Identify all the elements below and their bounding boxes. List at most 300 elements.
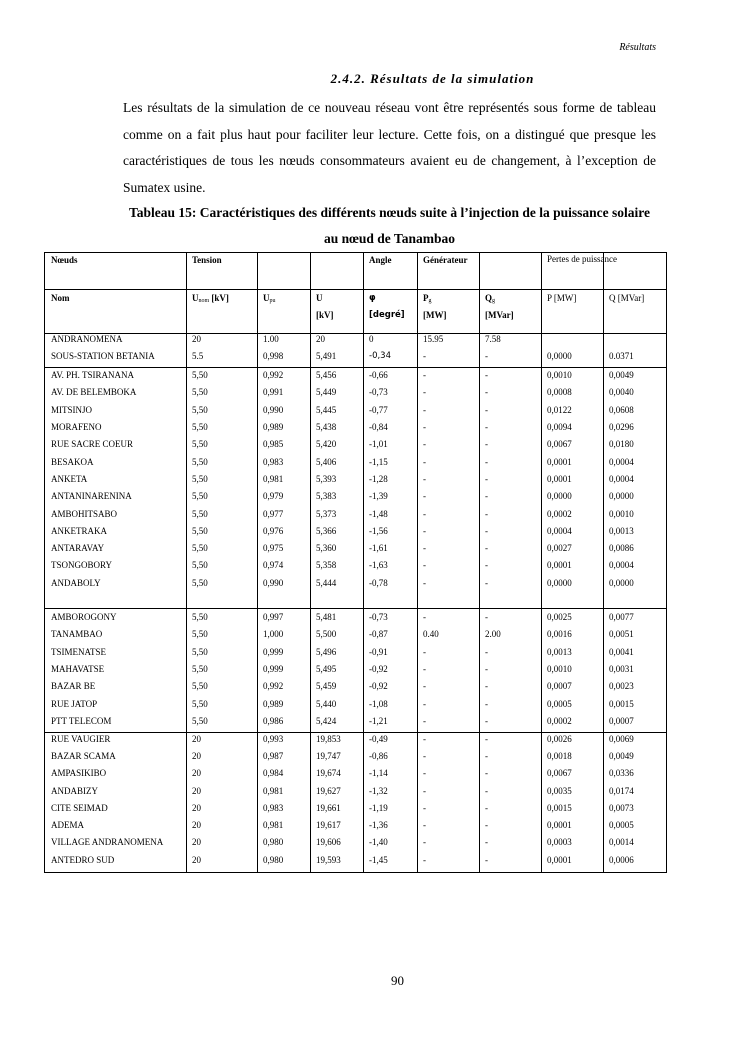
cell-u: 5,373 [316, 508, 337, 519]
cell-angle: -0,73 [369, 612, 388, 622]
cell-q: 0,0073 [609, 802, 634, 813]
cell-qg: - [485, 508, 488, 519]
cell-p: 0,0007 [547, 681, 572, 692]
cell-u: 19,593 [316, 854, 341, 865]
cell-unom: 5,50 [192, 612, 208, 622]
cell-qg: - [485, 820, 488, 831]
cell-angle: -1,56 [369, 525, 388, 536]
group-header-generateur: Générateur [423, 255, 468, 265]
cell-p: 0,0000 [547, 491, 572, 502]
cell-pg: - [423, 837, 426, 848]
cell-pg: - [423, 785, 426, 796]
cell-unom: 5,50 [192, 646, 208, 657]
cell-u: 5,440 [316, 698, 337, 709]
cell-qg: - [485, 733, 488, 744]
col-header-phi-unit: [degré] [369, 310, 405, 320]
running-header: Résultats [619, 42, 656, 53]
cell-pg: - [423, 577, 426, 588]
cell-p: 0,0010 [547, 370, 572, 381]
cell-angle: -0,84 [369, 422, 388, 432]
cell-qg: - [485, 715, 488, 726]
cell-name: MAHAVATSE [51, 663, 105, 674]
cell-upu: 0,974 [263, 560, 284, 571]
cell-unom: 5,50 [192, 663, 208, 674]
cell-unom: 5,50 [192, 525, 208, 536]
cell-name: ANTANINARENINA [51, 491, 132, 502]
cell-pg: - [423, 370, 426, 381]
cell-u: 5,438 [316, 422, 337, 432]
cell-angle: -1,21 [369, 715, 388, 726]
cell-unom: 20 [192, 334, 201, 344]
cell-angle: -0,86 [369, 750, 388, 761]
cell-upu: 0,981 [263, 785, 284, 796]
cell-p: 0,0004 [547, 525, 572, 536]
cell-u: 5,358 [316, 560, 337, 571]
cell-upu: 0,981 [263, 473, 284, 484]
cell-angle: -0,92 [369, 681, 388, 692]
cell-pg: - [423, 733, 426, 744]
cell-q: 0,0086 [609, 543, 634, 554]
cell-angle: -0,91 [369, 646, 388, 657]
cell-name: ANKETRAKA [51, 525, 107, 536]
cell-upu: 0,992 [263, 681, 284, 692]
cell-unom: 5,50 [192, 404, 208, 415]
col-header-upu [263, 293, 276, 304]
cell-upu: 1.00 [263, 334, 279, 344]
cell-upu: 0,980 [263, 854, 284, 865]
cell-qg: 7.58 [485, 334, 501, 344]
group-header-pertes: Pertes de puissance [547, 254, 617, 264]
cell-unom: 5,50 [192, 370, 208, 381]
cell-qg: - [485, 854, 488, 865]
cell-angle: -1,14 [369, 768, 388, 779]
col-header-phi: φ [369, 293, 376, 303]
col-header-pg-unit: [MW] [423, 310, 447, 320]
cell-u: 5,360 [316, 543, 337, 554]
cell-q: 0,0077 [609, 612, 634, 622]
col-divider [603, 253, 604, 872]
cell-u: 5,459 [316, 681, 337, 692]
col-header-qg-unit: [MVar] [485, 310, 514, 320]
cell-angle: -0,66 [369, 370, 388, 381]
cell-name: PTT TELECOM [51, 715, 112, 726]
cell-p: 0,0001 [547, 820, 572, 831]
cell-upu: 0,993 [263, 733, 284, 744]
cell-unom: 5,50 [192, 422, 208, 432]
cell-upu: 0,997 [263, 612, 284, 622]
cell-angle: -0,34 [369, 351, 391, 362]
cell-unom: 5,50 [192, 681, 208, 692]
cell-qg: - [485, 698, 488, 709]
cell-angle: -0,78 [369, 577, 388, 588]
cell-q: 0,0014 [609, 837, 634, 848]
cell-u: 5,500 [316, 629, 337, 640]
cell-q: 0,0004 [609, 456, 634, 467]
intro-paragraph: Les résultats de la simulation de ce nouveau réseau vont être représentés sous forme de tableau comme on a fait plus haut pour faciliter leur lecture. Cette fois, on a distingué que presque les caractéristiques de tous les nœuds consommateurs avaient eu de changement, à l’exception de Sumatex usine. [123, 100, 656, 195]
cell-pg: - [423, 508, 426, 519]
cell-qg: - [485, 351, 488, 362]
unom-symbol: U [192, 293, 199, 303]
cell-q: 0,0004 [609, 560, 634, 571]
cell-angle: -1,15 [369, 456, 388, 467]
upu-symbol: U [263, 293, 270, 303]
cell-unom: 5,50 [192, 491, 208, 502]
row-divider [45, 608, 666, 609]
cell-p: 0,0035 [547, 785, 572, 796]
cell-u: 5,383 [316, 491, 337, 502]
col-divider [257, 253, 258, 872]
cell-qg: - [485, 663, 488, 674]
cell-q: 0,0010 [609, 508, 634, 519]
cell-p: 0,0122 [547, 404, 572, 415]
cell-p: 0,0008 [547, 387, 572, 398]
col-header-u-unit: [kV] [316, 310, 334, 320]
cell-angle: 0 [369, 334, 374, 344]
cell-pg: - [423, 681, 426, 692]
cell-angle: -1,36 [369, 820, 388, 831]
cell-u: 5,496 [316, 646, 337, 657]
cell-pg: - [423, 491, 426, 502]
cell-pg: - [423, 560, 426, 571]
cell-pg: - [423, 473, 426, 484]
cell-u: 5,449 [316, 387, 337, 398]
cell-qg: - [485, 646, 488, 657]
group-header-noeuds: Nœuds [51, 255, 78, 265]
row-divider [45, 732, 666, 733]
cell-unom: 5,50 [192, 456, 208, 467]
cell-q: 0,0051 [609, 629, 634, 640]
cell-pg: - [423, 646, 426, 657]
cell-name: MORAFENO [51, 422, 102, 432]
cell-angle: -1,45 [369, 854, 388, 865]
cell-p: 0,0094 [547, 422, 572, 432]
cell-p: 0,0067 [547, 768, 572, 779]
col-header-u: U [316, 293, 323, 303]
cell-u: 5,406 [316, 456, 337, 467]
cell-angle: -0,49 [369, 733, 388, 744]
section-title: 2.4.2. Résultats de la simulation [330, 71, 535, 86]
cell-pg: - [423, 820, 426, 831]
cell-name: SOUS-STATION BETANIA [51, 351, 155, 362]
cell-qg: - [485, 473, 488, 484]
cell-upu: 0,999 [263, 646, 284, 657]
cell-u: 5,420 [316, 439, 337, 450]
cell-qg: - [485, 681, 488, 692]
cell-qg: 2.00 [485, 629, 501, 640]
cell-name: AMPASIKIBO [51, 768, 107, 779]
cell-p: 0,0015 [547, 802, 572, 813]
cell-u: 19,606 [316, 837, 341, 848]
cell-upu: 0,992 [263, 370, 284, 381]
cell-q: 0,0296 [609, 422, 634, 432]
cell-upu: 0,990 [263, 577, 284, 588]
cell-pg: - [423, 612, 426, 622]
cell-angle: -1,28 [369, 473, 388, 484]
cell-unom: 5.5 [192, 351, 204, 362]
cell-angle: -1,40 [369, 837, 388, 848]
cell-q: 0,0015 [609, 698, 634, 709]
group-header-tension: Tension [192, 255, 222, 265]
cell-p: 0,0002 [547, 508, 572, 519]
cell-name: RUE VAUGIER [51, 733, 111, 744]
cell-pg: - [423, 715, 426, 726]
cell-q: 0,0041 [609, 646, 634, 657]
cell-angle: -1,63 [369, 560, 388, 571]
col-header-q: Q [MVar] [609, 293, 645, 303]
cell-p: 0,0016 [547, 629, 572, 640]
col-header-p: P [MW] [547, 293, 577, 303]
col-header-qg [485, 293, 495, 304]
cell-u: 5,393 [316, 473, 337, 484]
cell-name: TANAMBAO [51, 629, 103, 640]
cell-name: TSIMENATSE [51, 646, 107, 657]
cell-unom: 20 [192, 854, 201, 865]
cell-u: 19,627 [316, 785, 341, 796]
cell-unom: 5,50 [192, 543, 208, 554]
cell-qg: - [485, 439, 488, 450]
cell-p: 0,0005 [547, 698, 572, 709]
cell-unom: 5,50 [192, 473, 208, 484]
cell-p: 0,0001 [547, 456, 572, 467]
cell-pg: - [423, 854, 426, 865]
cell-q: 0,0040 [609, 387, 634, 398]
cell-p: 0,0026 [547, 733, 572, 744]
cell-name: BAZAR BE [51, 681, 96, 692]
qg-subscript: g [492, 298, 496, 304]
cell-angle: -1,32 [369, 785, 388, 796]
cell-upu: 0,983 [263, 802, 284, 813]
cell-upu: 0,980 [263, 837, 284, 848]
cell-angle: -0,77 [369, 404, 388, 415]
cell-pg: - [423, 525, 426, 536]
cell-name: ANKETA [51, 473, 88, 484]
cell-angle: -1,19 [369, 802, 388, 813]
cell-unom: 20 [192, 837, 201, 848]
page-number: 90 [391, 973, 404, 988]
cell-p: 0,0001 [547, 854, 572, 865]
cell-upu: 0,985 [263, 439, 284, 450]
cell-qg: - [485, 785, 488, 796]
cell-angle: -1,01 [369, 439, 388, 450]
cell-pg: - [423, 456, 426, 467]
pg-symbol: P [423, 293, 429, 303]
cell-qg: - [485, 422, 488, 432]
cell-q: 0,0174 [609, 785, 634, 796]
qg-symbol: Q [485, 293, 493, 303]
cell-name: ANDRANOMENA [51, 334, 123, 344]
cell-name: AV. DE BELEMBOKA [51, 387, 137, 398]
cell-q: 0,0031 [609, 663, 634, 674]
cell-unom: 5,50 [192, 387, 208, 398]
cell-q: 0.0371 [609, 351, 634, 362]
cell-pg: - [423, 698, 426, 709]
row-divider [45, 289, 666, 290]
cell-p: 0,0000 [547, 351, 572, 362]
cell-p: 0,0018 [547, 750, 572, 761]
cell-p: 0,0002 [547, 715, 572, 726]
cell-upu: 0,991 [263, 387, 284, 398]
cell-pg: - [423, 422, 426, 432]
cell-p: 0,0000 [547, 577, 572, 588]
cell-upu: 0,998 [263, 351, 284, 362]
col-divider [186, 253, 187, 872]
cell-qg: - [485, 560, 488, 571]
cell-pg: - [423, 351, 426, 362]
cell-unom: 5,50 [192, 439, 208, 450]
cell-qg: - [485, 491, 488, 502]
cell-name: BAZAR SCAMA [51, 750, 116, 761]
cell-qg: - [485, 750, 488, 761]
cell-q: 0,0013 [609, 525, 634, 536]
cell-unom: 5,50 [192, 698, 208, 709]
cell-u: 20 [316, 334, 325, 344]
cell-name: BESAKOA [51, 456, 94, 467]
cell-q: 0,0336 [609, 768, 634, 779]
cell-q: 0,0007 [609, 715, 634, 726]
cell-u: 19,617 [316, 820, 341, 831]
cell-p: 0,0025 [547, 612, 572, 622]
cell-qg: - [485, 525, 488, 536]
col-header-nom: Nom [51, 293, 70, 303]
cell-pg: - [423, 802, 426, 813]
cell-unom: 20 [192, 750, 201, 761]
cell-qg: - [485, 802, 488, 813]
cell-unom: 5,50 [192, 715, 208, 726]
cell-name: ANDABIZY [51, 785, 98, 796]
cell-q: 0,0005 [609, 820, 634, 831]
cell-name: TSONGOBORY [51, 560, 113, 571]
cell-u: 5,456 [316, 370, 337, 381]
table-caption: Tableau 15: Caractéristiques des différents nœuds suite à l’injection de la puissance solaire au nœud de Tanambao [128, 205, 650, 246]
cell-u: 19,853 [316, 733, 341, 744]
cell-name: ANTEDRO SUD [51, 854, 115, 865]
cell-upu: 0,987 [263, 750, 284, 761]
col-divider [363, 253, 364, 872]
cell-upu: 0,990 [263, 404, 284, 415]
cell-unom: 5,50 [192, 629, 208, 640]
cell-qg: - [485, 456, 488, 467]
pg-subscript: g [428, 298, 432, 304]
cell-u: 5,481 [316, 612, 337, 622]
cell-u: 5,491 [316, 351, 337, 362]
cell-p: 0,0001 [547, 473, 572, 484]
cell-upu: 0,976 [263, 525, 284, 536]
cell-pg: - [423, 543, 426, 554]
cell-angle: -1,48 [369, 508, 388, 519]
cell-angle: -0,73 [369, 387, 388, 398]
cell-name: AV. PH. TSIRANANA [51, 370, 135, 381]
cell-angle: -0,87 [369, 629, 388, 640]
cell-unom: 20 [192, 820, 201, 831]
cell-unom: 5,50 [192, 560, 208, 571]
cell-upu: 0,989 [263, 422, 284, 432]
cell-unom: 20 [192, 785, 201, 796]
unom-subscript: nom [198, 298, 210, 304]
cell-u: 19,747 [316, 750, 341, 761]
upu-subscript: pu [269, 298, 276, 304]
cell-u: 5,424 [316, 715, 337, 726]
cell-name: MITSINJO [51, 404, 93, 415]
cell-qg: - [485, 387, 488, 398]
group-header-angle: Angle [369, 255, 392, 265]
cell-u: 19,674 [316, 768, 341, 779]
cell-q: 0,0180 [609, 439, 634, 450]
unom-unit: [kV] [209, 293, 229, 303]
cell-qg: - [485, 370, 488, 381]
cell-q: 0,0069 [609, 733, 634, 744]
cell-q: 0,0049 [609, 750, 634, 761]
cell-angle: -0,92 [369, 663, 388, 674]
cell-q: 0,0006 [609, 854, 634, 865]
cell-pg: 15.95 [423, 334, 444, 344]
cell-angle: -1,39 [369, 491, 388, 502]
cell-p: 0,0003 [547, 837, 572, 848]
cell-upu: 0,981 [263, 820, 284, 831]
cell-qg: - [485, 404, 488, 415]
cell-upu: 0,999 [263, 663, 284, 674]
cell-name: ANDABOLY [51, 577, 101, 588]
cell-unom: 20 [192, 802, 201, 813]
cell-pg: - [423, 750, 426, 761]
cell-p: 0,0013 [547, 646, 572, 657]
cell-p: 0,0067 [547, 439, 572, 450]
cell-p: 0,0001 [547, 560, 572, 571]
col-divider [310, 253, 311, 872]
cell-name: ANTARAVAY [51, 543, 105, 554]
cell-q: 0,0004 [609, 473, 634, 484]
cell-pg: - [423, 387, 426, 398]
cell-name: RUE JATOP [51, 698, 98, 709]
cell-upu: 1,000 [263, 629, 284, 640]
cell-qg: - [485, 837, 488, 848]
cell-pg: - [423, 768, 426, 779]
results-table [44, 252, 667, 873]
cell-u: 5,444 [316, 577, 337, 588]
cell-upu: 0,979 [263, 491, 284, 502]
cell-qg: - [485, 612, 488, 622]
cell-pg: 0.40 [423, 629, 439, 640]
col-header-unom [192, 293, 229, 304]
cell-unom: 5,50 [192, 577, 208, 588]
cell-u: 5,366 [316, 525, 337, 536]
cell-q: 0,0608 [609, 404, 634, 415]
cell-name: AMBOHITSABO [51, 508, 118, 519]
cell-upu: 0,989 [263, 698, 284, 709]
cell-upu: 0,984 [263, 768, 284, 779]
col-divider [479, 253, 480, 872]
cell-qg: - [485, 543, 488, 554]
cell-p: 0,0010 [547, 663, 572, 674]
cell-pg: - [423, 663, 426, 674]
cell-angle: -1,08 [369, 698, 388, 709]
row-divider [45, 367, 666, 368]
cell-qg: - [485, 768, 488, 779]
cell-q: 0,0049 [609, 370, 634, 381]
cell-name: RUE SACRE COEUR [51, 439, 134, 450]
cell-name: CITE SEIMAD [51, 802, 108, 813]
cell-unom: 20 [192, 768, 201, 779]
cell-p: 0,0027 [547, 543, 572, 554]
cell-name: ADEMA [51, 820, 84, 831]
col-divider [541, 253, 542, 872]
cell-q: 0,0000 [609, 491, 634, 502]
col-header-pg [423, 293, 432, 304]
col-divider [417, 253, 418, 872]
cell-qg: - [485, 577, 488, 588]
cell-upu: 0,983 [263, 456, 284, 467]
cell-q: 0,0023 [609, 681, 634, 692]
cell-u: 5,495 [316, 663, 337, 674]
